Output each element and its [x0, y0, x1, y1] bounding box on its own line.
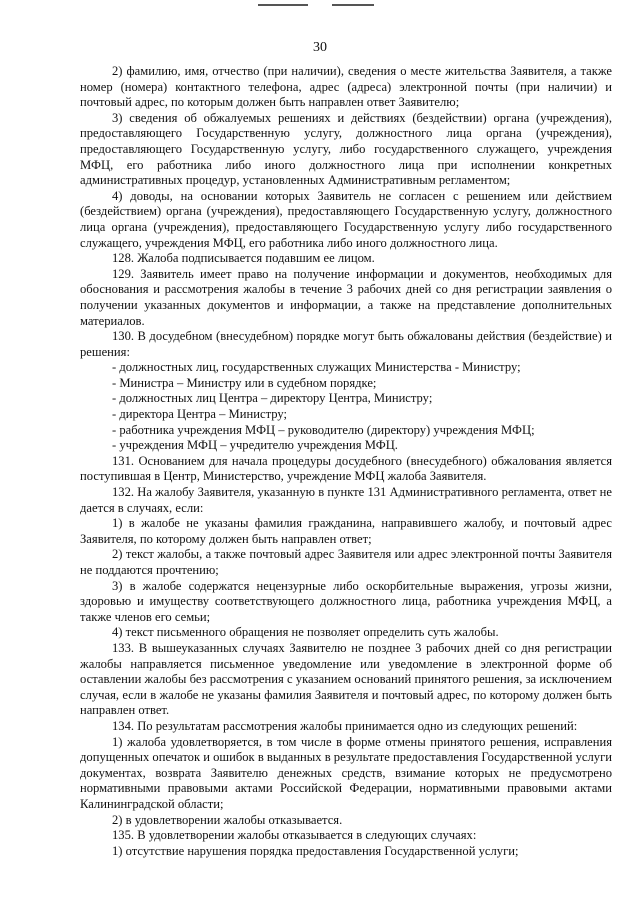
list-item: - работника учреждения МФЦ – руководителю (директору) учреждения МФЦ;	[112, 422, 535, 437]
list-item: - должностных лиц Центра – директору Центра, Министру;	[112, 391, 433, 406]
paragraph: 130. В досудебном (внесудебном) порядке могут быть обжалованы действия (бездействие) и решения:	[80, 329, 612, 359]
paragraph: 131. Основанием для начала процедуры досудебного (внесудебного) обжалования является поступившая в Центр, Министерство, учреждение МФЦ жалоба Заявителя.	[80, 453, 612, 484]
paragraph: 1) в жалобе не указаны фамилия гражданина, направившего жалобу, и почтовый адрес Заявителя, по которому должен быть направлен ответ;	[80, 516, 612, 546]
paragraph: 134. По результатам рассмотрения жалобы принимается одно из следующих решений:	[112, 718, 578, 733]
paragraph: 1) жалоба удовлетворяется, в том числе в форме отмены принятого решения, исправления допущенных опечаток и ошибок в выданных в результате предоставления Государственной услуги документах, возврата Заявителю денежных средств, взимание которых не предусмотрено нормативными правовыми актами Российской Федерации, нормативными правовыми актами Калининградской области;	[80, 734, 612, 811]
paragraph: 4) доводы, на основании которых Заявитель не согласен с решением или действием (бездействием) органа (учреждения), предоставляющего Государственную услугу, должностного лица органа (учреждения), предоставляющего Государственную услугу либо государственного служащего, учреждения МФЦ, его работника либо иного должностного лица.	[80, 188, 612, 250]
paragraph: 3) в жалобе содержатся нецензурные либо оскорбительные выражения, угрозы жизни, здоровью и имуществу соответствующего должностного лица, работника учреждения МФЦ, а также членов его семьи;	[80, 578, 612, 624]
list-item: - должностных лиц, государственных служащих Министерства - Министру;	[112, 360, 521, 375]
paragraph: 128. Жалоба подписывается подавшим ее лицом.	[112, 251, 375, 266]
paragraph: 129. Заявитель имеет право на получение информации и документов, необходимых для обоснования и рассмотрения жалобы в течение 3 рабочих дней со дня регистрации заявления о получении указанных документов и информации, а также на представление дополнительных материалов.	[80, 266, 612, 328]
list-item: - учреждения МФЦ – учредителю учреждения МФЦ.	[112, 438, 398, 453]
scan-artifact	[258, 4, 308, 6]
list-item: - директора Центра – Министру;	[112, 407, 287, 422]
paragraph: 2) в удовлетворении жалобы отказывается.	[112, 812, 343, 827]
scan-artifact	[332, 4, 374, 6]
paragraph: 132. На жалобу Заявителя, указанную в пункте 131 Административного регламента, ответ не дается в случаях, если:	[80, 485, 612, 515]
paragraph: 1) отсутствие нарушения порядка предоставления Государственной услуги;	[112, 843, 519, 858]
paragraph: 4) текст письменного обращения не позволяет определить суть жалобы.	[112, 625, 499, 640]
list-item: - Министра – Министру или в судебном порядке;	[112, 375, 377, 390]
page-number: 30	[313, 40, 327, 55]
paragraph: 133. В вышеуказанных случаях Заявителю не позднее 3 рабочих дней со дня регистрации жалобы направляется письменное уведомление или уведомление в электронной форме об оставлении жалобы без рассмотрения с указанием оснований принятого решения, за исключением случая, если в жалобе не указаны фамилия Заявителя и почтовый адрес, по которому должен быть направлен ответ.	[80, 640, 612, 718]
paragraph: 2) фамилию, имя, отчество (при наличии), сведения о месте жительства Заявителя, а также номер (номера) контактного телефона, адрес (адреса) электронной почты (при наличии) и почтовый адрес, по которым должен быть направлен ответ Заявителю;	[80, 64, 612, 110]
paragraph: 3) сведения об обжалуемых решениях и действиях (бездействии) органа (учреждения), предоставляющего Государственную услугу, должностного лица органа (учреждения), предоставляющего Государственную услугу, либо государственного служащего, учреждения МФЦ, его работника либо иного должностного лица при исполнении конкретных административных процедур, установленных Административным регламентом;	[80, 110, 612, 188]
document-body	[80, 64, 612, 859]
paragraph: 135. В удовлетворении жалобы отказывается в следующих случаях:	[112, 828, 477, 843]
paragraph: 2) текст жалобы, а также почтовый адрес Заявителя или адрес электронной почты Заявителя не поддаются прочтению;	[80, 547, 612, 577]
